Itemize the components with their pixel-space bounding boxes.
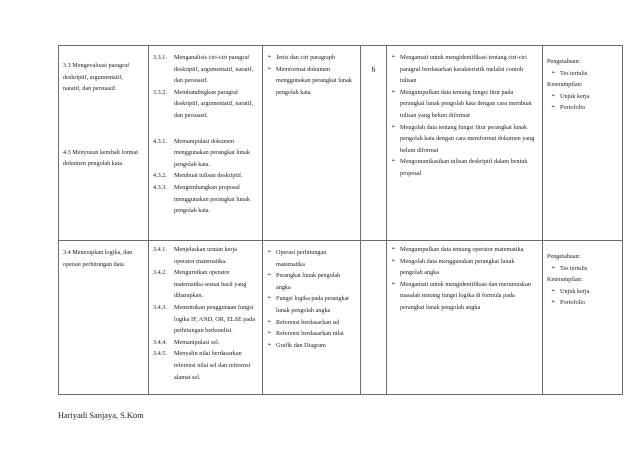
materi-item	[267, 293, 356, 316]
penilaian-text: Unjuk kerja	[560, 92, 590, 100]
materi-text: Memformat dokumen menggunakan perangkat lunak pengolah kata	[276, 65, 352, 96]
materi-item	[267, 317, 356, 329]
indikator-text: Menjelaskan urutan kerja operator matematika.	[174, 246, 237, 265]
indikator-number: 3.3.1.	[153, 54, 167, 61]
penilaian-cell	[543, 46, 623, 241]
indikator-item	[153, 170, 258, 182]
penilaian-item	[547, 91, 618, 103]
arrow-bullet-icon: ➢	[267, 65, 272, 72]
indikator-number: 4.3.3.	[153, 183, 167, 191]
arrow-bullet-icon: ➢	[391, 123, 396, 130]
materi-text: Grafik dan Diagram	[276, 341, 326, 349]
materi-cell	[263, 46, 361, 241]
alokasi-waktu-value: 6	[371, 65, 376, 74]
arrow-bullet-icon: ➢	[267, 272, 272, 279]
syllabus-table	[58, 45, 623, 395]
penilaian-text: Unjuk kerja	[560, 287, 590, 295]
indikator-item	[153, 136, 258, 171]
indikator-item	[153, 348, 258, 383]
indikator-text: Menentukan penggunaan fungsi logika IF, AND, OR, ELSE pada perhitungan berkondisi.	[174, 303, 255, 335]
materi-text: Perangkat lunak pengolah angka	[276, 272, 341, 291]
penilaian-heading: Pengetahuan:	[547, 58, 581, 65]
penilaian-item	[547, 68, 618, 80]
indikator-item	[153, 182, 258, 217]
kompetensi-dasar-text: 3.4 Menerapkan logika, dan operasi perhitungan data	[63, 249, 133, 268]
materi-item	[267, 52, 356, 64]
kompetensi-dasar-text: 3.3 Mengevaluasi paragraf deskriptif, argumentatif, naratif, dan persuasif.	[63, 62, 130, 93]
materi-item	[267, 328, 356, 340]
indikator-number: 4.3.1.	[153, 137, 167, 145]
kompetensi-dasar-cell	[59, 241, 149, 395]
kompetensi-dasar-cell	[59, 46, 149, 241]
indikator-text: Mengurutkan operator matematika sesuai hasil yang diharapkan.	[174, 269, 247, 300]
indikator-item	[153, 52, 258, 87]
kegiatan-item	[391, 279, 538, 314]
indikator-text: Memanipulasi dokumen menggunakan perangkat lunak pengolah kata.	[174, 137, 250, 168]
materi-item	[267, 247, 356, 270]
kegiatan-cell	[387, 46, 543, 241]
kegiatan-item	[391, 52, 538, 87]
indikator-cell	[149, 46, 263, 241]
penilaian-item	[547, 286, 618, 298]
indikator-number: 3.4.4.	[153, 338, 167, 346]
materi-text: Referensi berdasarkan nilai	[276, 330, 344, 338]
indikator-number: 3.4.1.	[153, 246, 167, 253]
indikator-number: 3.4.5.	[153, 350, 167, 358]
penilaian-cell	[543, 241, 623, 395]
kegiatan-item	[391, 87, 538, 122]
arrow-bullet-icon: ➢	[391, 280, 396, 287]
arrow-bullet-icon: ➢	[551, 264, 556, 271]
indikator-text: Mengembangkan proposal menggunakan perangkat lunak pengolah kata.	[174, 183, 250, 215]
kegiatan-text: Mengumpulkan data tentang operator matematika	[400, 246, 524, 253]
arrow-bullet-icon: ➢	[551, 69, 556, 76]
indikator-item	[153, 267, 258, 302]
penilaian-text: Tes tertulis	[560, 264, 588, 272]
arrow-bullet-icon: ➢	[267, 54, 272, 60]
indikator-cell	[149, 241, 263, 395]
materi-item	[267, 340, 356, 352]
alokasi-waktu-cell	[361, 241, 387, 395]
kegiatan-text: Mengamati untuk mengidentifikasi dan merumuskan masalah tentang fungsi logika di formula pada perangkat lunak pengolah angka	[400, 280, 531, 311]
penilaian-heading: Keterampilan:	[547, 276, 583, 284]
penilaian-heading: Keterampilan:	[547, 81, 583, 89]
indikator-text: Membuat tulisan deskriptif.	[174, 172, 243, 180]
arrow-bullet-icon: ➢	[267, 330, 272, 337]
penilaian-text: Portofolio	[560, 299, 586, 307]
materi-cell	[263, 241, 361, 395]
kegiatan-item	[391, 256, 538, 279]
indikator-item	[153, 244, 258, 267]
arrow-bullet-icon: ➢	[551, 299, 556, 306]
indikator-item	[153, 337, 258, 349]
arrow-bullet-icon: ➢	[267, 295, 272, 302]
materi-text: Operasi perhitungan matematika	[276, 249, 327, 268]
arrow-bullet-icon: ➢	[267, 341, 272, 348]
penilaian-heading: Pengetahuan:	[547, 253, 581, 260]
table-row	[59, 241, 623, 395]
kegiatan-item	[391, 156, 538, 179]
kegiatan-item	[391, 244, 538, 256]
kegiatan-text: Mengumpulkan data tentang fungsi fitur pada perangkat lunak pengolah kata dengan cara membuat tulisan yang belum diformat	[400, 88, 532, 119]
arrow-bullet-icon: ➢	[391, 54, 396, 60]
indikator-number: 4.3.2.	[153, 172, 167, 180]
kegiatan-text: Mengamati untuk mengidentifikasi tentang ciri-ciri paragraf berdasarkan karakteristik melalui contoh tulisan	[400, 54, 527, 85]
table-row	[59, 46, 623, 241]
materi-text: Referensi berdasarkan sel	[276, 318, 340, 326]
arrow-bullet-icon: ➢	[391, 88, 396, 95]
kegiatan-item	[391, 122, 538, 157]
footer-author: Hariyadi Sanjaya, S.Kom	[58, 411, 144, 420]
indikator-item	[153, 87, 258, 122]
indikator-number: 3.3.2.	[153, 88, 167, 96]
arrow-bullet-icon: ➢	[551, 92, 556, 99]
alokasi-waktu-cell	[361, 46, 387, 241]
arrow-bullet-icon: ➢	[551, 104, 556, 111]
penilaian-text: Tes tertulis	[560, 69, 588, 77]
arrow-bullet-icon: ➢	[391, 257, 396, 264]
kegiatan-text: Mengolah data tentang fungsi fitur perangkat lunak pengolah kata dengan cara memformat dokumen yang belum diformat	[400, 123, 535, 154]
indikator-text: Menyalin nilai berdasarkan referensi nilai sel dan referensi alamat sel.	[174, 350, 251, 381]
arrow-bullet-icon: ➢	[391, 246, 396, 252]
kegiatan-text: Mengolah data menggunakan perangkat lunak pengolah angka	[400, 257, 515, 277]
penilaian-item	[547, 263, 618, 275]
arrow-bullet-icon: ➢	[267, 318, 272, 325]
indikator-text: Memanipulasi sel.	[174, 338, 220, 346]
arrow-bullet-icon: ➢	[551, 287, 556, 294]
indikator-number: 3.4.3.	[153, 303, 167, 311]
arrow-bullet-icon: ➢	[391, 158, 396, 165]
materi-text: Jenis dan ciri paragraph	[276, 54, 335, 61]
penilaian-item	[547, 102, 618, 114]
arrow-bullet-icon: ➢	[267, 249, 272, 255]
indikator-item	[153, 302, 258, 337]
materi-item	[267, 270, 356, 293]
indikator-text: Menganalisis ciri-ciri paragraf deskriptif, argumentatif, naratif, dan persuasif.	[174, 54, 254, 85]
kegiatan-text: Mengomunikasikan tulisan deskriptif dalam bentuk proposal	[400, 158, 528, 177]
indikator-text: Membandingkan paragraf deskriptif, argumentatif, naratif, dan persuasif.	[174, 88, 254, 119]
materi-item	[267, 64, 356, 99]
indikator-number: 3.4.2.	[153, 269, 167, 277]
penilaian-item	[547, 297, 618, 309]
kompetensi-dasar-text: 4.3 Menyusun kembali format dokumen pengolah kata	[63, 148, 138, 168]
kegiatan-cell	[387, 241, 543, 395]
penilaian-text: Portofolio	[560, 104, 586, 112]
materi-text: Fungsi logika pada perangkat lunak pengolah angka	[276, 295, 350, 314]
